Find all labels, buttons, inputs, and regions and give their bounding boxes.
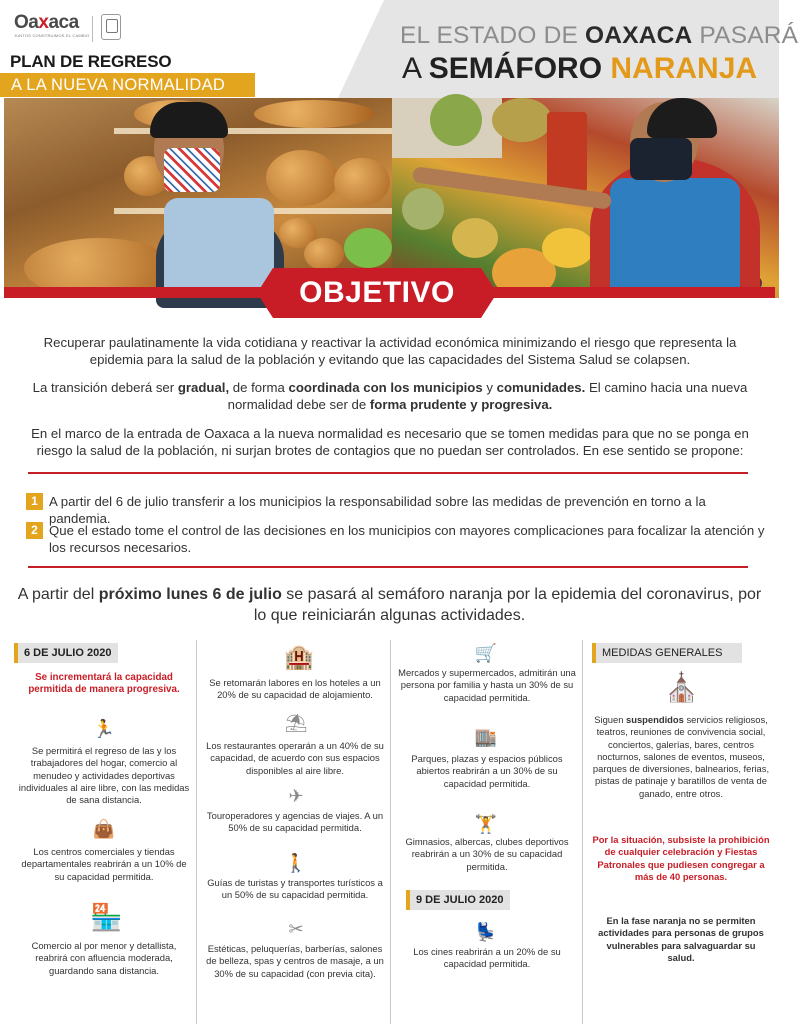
headline-line-1: EL ESTADO DE OAXACA PASARÁ <box>400 22 798 49</box>
hotel-building-icon: 🏨 <box>284 644 314 671</box>
domestic-workers-text: Se permitirá el regreso de las y los trabajadores del hogar, comercio al menudeo y actividades deportivas individuales al aire libre, con las medidas de sana distancia. <box>18 745 190 806</box>
general-measures-title: MEDIDAS GENERALES <box>592 643 742 663</box>
shopping-bag-icon: 👜 <box>92 819 116 839</box>
beauty-salons-text: Estéticas, peluquerías, barberías, salones de belleza, spas y centros de masaje, a un 30% de su capacidad (con previa cita). <box>206 943 384 979</box>
proposal-item-2 <box>26 522 766 556</box>
logo-separator <box>92 16 93 42</box>
plan-title: PLAN DE REGRESO <box>10 52 172 71</box>
scissors-icon: ✂ <box>288 919 304 939</box>
parks-text: Parques, plazas y espacios públicos abiertos reabrirán a un 30% de su capacidad permitida. <box>411 753 563 789</box>
date-tag-july-9: 9 DE JULIO 2020 <box>406 890 510 910</box>
shopping-cart-icon: 🛒 <box>474 643 498 663</box>
objetivo-banner <box>0 268 779 320</box>
announcement-text: A partir del próximo lunes 6 de julio se pasará al semáforo naranja por la epidemia del coronavirus, por lo que reiniciarán algunas actividades. <box>17 586 762 624</box>
logo-tagline: JUNTOS CONSTRUIMOS EL CAMBIO <box>14 33 90 38</box>
state-seal-icon <box>101 14 121 40</box>
airplane-icon: ✈ <box>288 786 304 806</box>
column-divider <box>390 640 391 1024</box>
header <box>0 0 798 98</box>
proposal-number: 2 <box>26 522 43 539</box>
proposal-text: A partir del 6 de julio transferir a los municipios la responsabilidad sobre las medidas de prevención en torno a la pandemia. <box>49 494 706 526</box>
storefront-icon: 🏪 <box>90 902 123 932</box>
column-divider <box>582 640 583 1024</box>
umbrella-table-icon: ⛱ <box>284 713 308 733</box>
running-person-icon: 🏃 <box>92 719 116 739</box>
plan-subtitle: A LA NUEVA NORMALIDAD <box>0 73 255 97</box>
retail-text: Comercio al por menor y detallista, reabrirá con afluencia moderada, guardando sana distancia. <box>31 940 177 976</box>
hiker-icon: 🚶 <box>284 853 308 873</box>
logo-wordmark: Oaxaca <box>14 12 79 33</box>
cinema-seats-icon: 💺 <box>474 922 498 942</box>
hotels-text: Se retomarán labores en los hoteles a un 20% de su capacidad de alojamiento. <box>209 677 381 701</box>
church-icon: ⛪ <box>664 672 699 703</box>
context-paragraph: En el marco de la entrada de Oaxaca a la nueva normalidad es necesario que se tomen medidas para que no se ponga en riesgo la salud de la población, ni surjan brotes de contagios que no puedan ser controlados. En ese sentido se propone: <box>31 426 749 458</box>
tour-operators-text: Touroperadores y agencias de viajes. A un 50% de su capacidad permitida. <box>206 810 384 834</box>
transition-paragraph: La transición deberá ser gradual, de forma coordinada con los municipios y comunidades. El camino hacia una nueva normalidad debe ser de forma prudente y progresiva. <box>32 380 748 412</box>
banner-title: OBJETIVO <box>299 276 455 309</box>
oaxaca-logo <box>14 14 121 40</box>
proposal-text: Que el estado tome el control de las decisiones en los municipios con mayores complicaciones para focalizar la atención y los recursos necesarios. <box>49 523 765 555</box>
capacity-headline: Se incrementará la capacidad permitida de manera progresiva. <box>28 672 180 696</box>
suspended-activities-text: Siguen suspendidos servicios religiosos, teatros, reuniones de convivencia social, conciertos, galerías, bares, centros nocturnos, salones de eventos, museos, parques de diversiones, balnearios, ferias, pistas de patinaje y baratillos de venta de ganado, entre otros. <box>592 714 770 799</box>
headline-line-2: A SEMÁFORO NARANJA <box>402 52 758 85</box>
dumbbell-icon: 🏋 <box>474 814 498 834</box>
markets-text: Mercados y supermercados, admitirán una persona por familia y hasta un 30% de su capacidad permitida. <box>398 667 576 703</box>
divider-top <box>28 472 748 474</box>
column-divider <box>196 640 197 1024</box>
proposal-number: 1 <box>26 493 43 510</box>
malls-text: Los centros comerciales y tiendas departamentales reabrirán a un 10% de su capacidad permitida. <box>21 846 187 882</box>
cinemas-text: Los cines reabrirán a un 20% de su capacidad permitida. <box>413 946 561 970</box>
vulnerable-groups-text: En la fase naranja no se permiten actividades para personas de grupos vulnerables para salvaguardar su salud. <box>598 915 764 963</box>
date-tag-july-6: 6 DE JULIO 2020 <box>14 643 118 663</box>
divider-bottom <box>28 566 748 568</box>
tourist-guides-text: Guías de turistas y transportes turísticos a un 50% de su capacidad permitida. <box>207 877 383 901</box>
gyms-text: Gimnasios, albercas, clubes deportivos reabrirán a un 30% de su capacidad permitida. <box>405 836 569 872</box>
objective-paragraph: Recuperar paulatinamente la vida cotidiana y reactivar la actividad económica minimizando el riesgo que representa la epidemia para la salud de la población y evitando que las capacidades del Sistema Salud se colapsen. <box>43 335 737 367</box>
restaurants-text: Los restaurantes operarán a un 40% de su capacidad, de acuerdo con sus espacios disponibles al aire libre. <box>206 740 384 776</box>
prohibition-text: Por la situación, subsiste la prohibición de cualquier celebración y Fiestas Patronales que pudiesen congregar a más de 40 personas. <box>592 834 770 882</box>
park-icon: 🏬 <box>474 727 498 747</box>
